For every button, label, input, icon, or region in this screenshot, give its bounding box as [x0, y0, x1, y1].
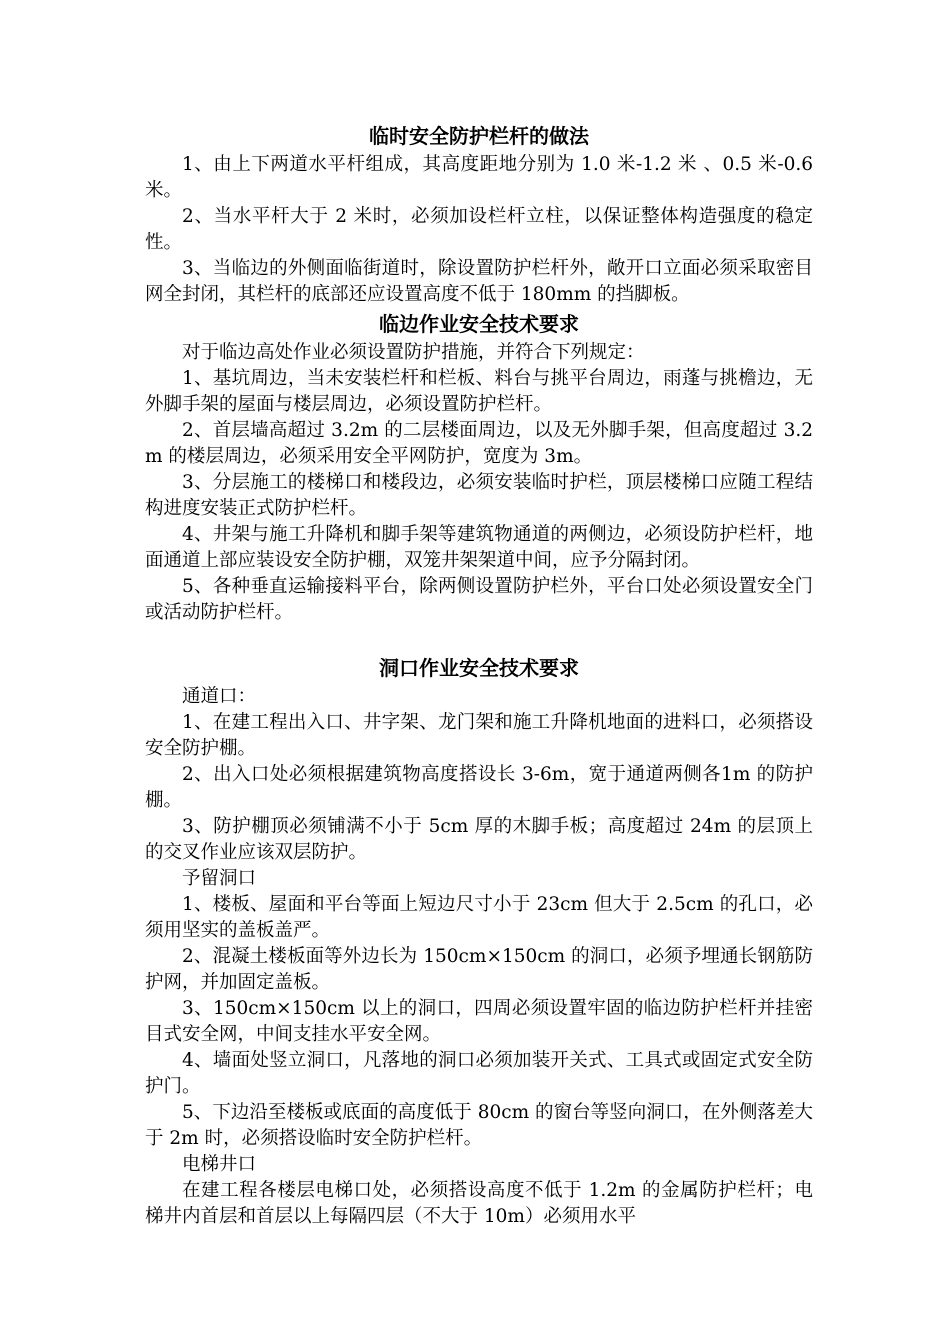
section-edge-work — [145, 308, 813, 626]
section-railing-method — [145, 120, 813, 308]
section-opening-work — [145, 652, 813, 1230]
document-page — [145, 120, 813, 1230]
paragraph: 1、由上下两道水平杆组成，其高度距地分别为 1.0 米-1.2 米 、0.5 米-0.6 米。 — [145, 154, 813, 201]
paragraph: 5、下边沿至楼板或底面的高度低于 80cm 的窗台等竖向洞口，在外侧落差大于 2m 时，必须搭设临时安全防护栏杆。 — [145, 1102, 813, 1149]
paragraph: 4、墙面处竖立洞口，凡落地的洞口必须加装开关式、工具式或固定式安全防护门。 — [145, 1050, 813, 1097]
paragraph: 2、混凝土楼板面等外边长为 150cm×150cm 的洞口，必须予埋通长钢筋防护网，并加固定盖板。 — [145, 946, 813, 993]
paragraph: 5、各种垂直运输接料平台，除两侧设置防护栏外，平台口处必须设置安全门或活动防护栏杆。 — [145, 576, 813, 623]
subheading: 予留洞口 — [182, 868, 257, 889]
paragraph: 3、150cm×150cm 以上的洞口，四周必须设置牢固的临边防护栏杆并挂密目式安全网，中间支挂水平安全网。 — [145, 998, 813, 1045]
section-title: 临边作业安全技术要求 — [379, 312, 579, 336]
paragraph: 2、出入口处必须根据建筑物高度搭设长 3-6m，宽于通道两侧各1m 的防护棚。 — [145, 764, 813, 811]
paragraph: 3、防护棚顶必须铺满不小于 5cm 厚的木脚手板；高度超过 24m 的层顶上的交叉作业应该双层防护。 — [145, 816, 813, 863]
paragraph: 2、当水平杆大于 2 米时，必须加设栏杆立柱，以保证整体构造强度的稳定性。 — [145, 206, 813, 253]
paragraph: 3、分层施工的楼梯口和楼段边，必须安装临时护栏，顶层楼梯口应随工程结构进度安装正式防护栏杆。 — [145, 472, 813, 519]
paragraph: 1、基坑周边，当未安装栏杆和栏板、料台与挑平台周边，雨蓬与挑檐边，无外脚手架的屋面与楼层周边，必须设置防护栏杆。 — [145, 368, 813, 415]
section-title: 洞口作业安全技术要求 — [379, 656, 579, 680]
paragraph: 2、首层墙高超过 3.2m 的二层楼面周边，以及无外脚手架，但高度超过 3.2m 的楼层周边，必须采用安全平网防护，宽度为 3m。 — [145, 420, 813, 467]
paragraph: 3、当临边的外侧面临街道时，除设置防护栏杆外，敞开口立面必须采取密目网全封闭，其栏杆的底部还应设置高度不低于 180mm 的挡脚板。 — [145, 258, 813, 305]
paragraph: 对于临边高处作业必须设置防护措施，并符合下列规定： — [182, 342, 645, 363]
paragraph: 1、在建工程出入口、井字架、龙门架和施工升降机地面的进料口，必须搭设安全防护棚。 — [145, 712, 813, 759]
paragraph: 1、楼板、屋面和平台等面上短边尺寸小于 23cm 但大于 2.5cm 的孔口，必须用坚实的盖板盖严。 — [145, 894, 813, 941]
paragraph: 4、井架与施工升降机和脚手架等建筑物通道的两侧边，必须设防护栏杆，地面通道上部应装设安全防护棚，双笼井架架道中间，应予分隔封闭。 — [145, 524, 813, 571]
paragraph: 在建工程各楼层电梯口处，必须搭设高度不低于 1.2m 的金属防护栏杆；电梯井内首层和首层以上每隔四层（不大于 10m）必须用水平 — [145, 1180, 813, 1227]
blank-line — [145, 626, 813, 652]
subheading: 电梯井口 — [182, 1154, 257, 1175]
section-title: 临时安全防护栏杆的做法 — [369, 124, 589, 148]
subheading: 通道口： — [182, 686, 257, 707]
